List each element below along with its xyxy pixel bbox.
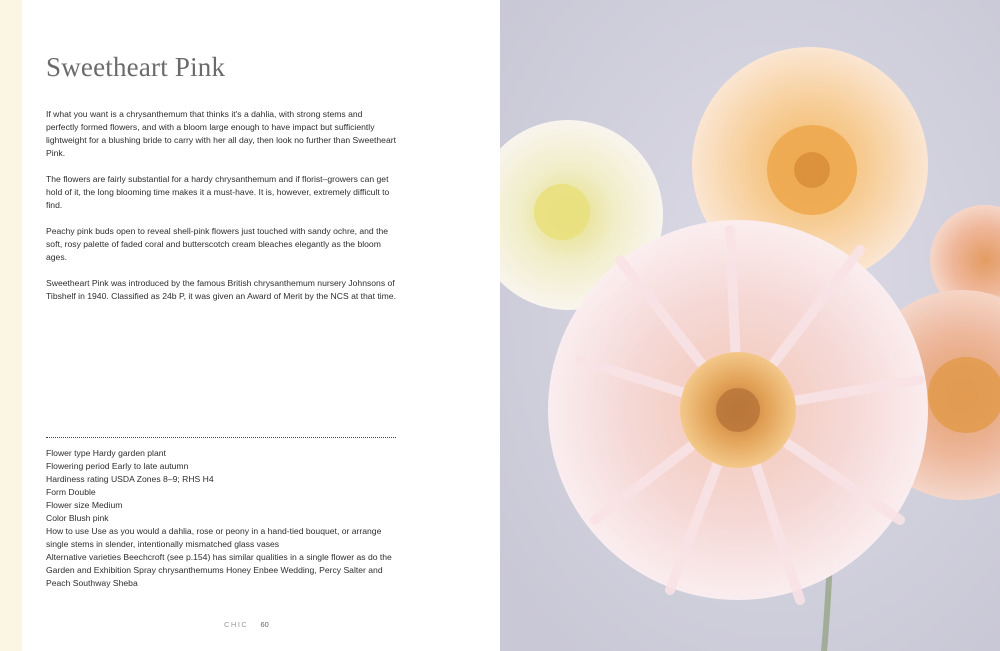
page-number: 60 xyxy=(260,620,269,629)
fact-form: Form Double xyxy=(46,487,96,497)
fact-flower-size: Flower size Medium xyxy=(46,500,123,510)
paragraph: If what you want is a chrysanthemum that thinks it's a dahlia, with strong stems and perfectly formed flowers, and with a bloom large enough to have impact but sufficiently lightweight for a blushing bride to carry with her all day, then look no further than Sweetheart Pink. xyxy=(46,109,396,158)
fact-list xyxy=(46,447,398,590)
section-name: CHIC xyxy=(224,620,249,629)
chrysanthemum-illustration xyxy=(500,0,1000,651)
dotted-divider xyxy=(46,437,396,438)
fact-how-to-use: How to use Use as you would a dahlia, rose or peony in a hand-tied bouquet, or arrange single stems in slender, intentionally mismatched glass vases xyxy=(46,526,382,549)
paragraph: Sweetheart Pink was introduced by the famous British chrysanthemum nursery Johnsons of Tibshelf in 1940. Classified as 24b P, it was given an Award of Merit by the NCS at that time. xyxy=(46,278,396,301)
fact-flower-type: Flower type Hardy garden plant xyxy=(46,448,166,458)
page-footer xyxy=(224,620,269,629)
fact-flowering-period: Flowering period Early to late autumn xyxy=(46,461,189,471)
paragraph: The flowers are fairly substantial for a hardy chrysanthemum and if florist–growers can get hold of it, the long blooming time makes it a must-have. It is, however, extremely difficult to find. xyxy=(46,174,390,210)
fact-alternative-varieties: Alternative varieties Beechcroft (see p.154) has similar qualities in a single flower as do the Garden and Exhibition Spray chrysanthemums Honey Enbee Wedding, Percy Salter and Peach Southway Sheba xyxy=(46,552,392,588)
pink-chrysanthemum xyxy=(548,220,928,600)
paragraph: Peachy pink buds open to reveal shell-pink flowers just touched with sandy ochre, and the soft, rosy palette of faded coral and butterscotch cream bleaches elegantly as the bloom ages. xyxy=(46,226,389,262)
page-title: Sweetheart Pink xyxy=(46,52,226,82)
fact-hardiness-rating: Hardiness rating USDA Zones 8–9; RHS H4 xyxy=(46,474,214,484)
chrysanthemum-photo xyxy=(500,0,1000,651)
fact-color: Color Blush pink xyxy=(46,513,109,523)
body-text xyxy=(46,108,396,316)
page-spine-strip xyxy=(0,0,22,651)
text-page xyxy=(22,0,500,651)
